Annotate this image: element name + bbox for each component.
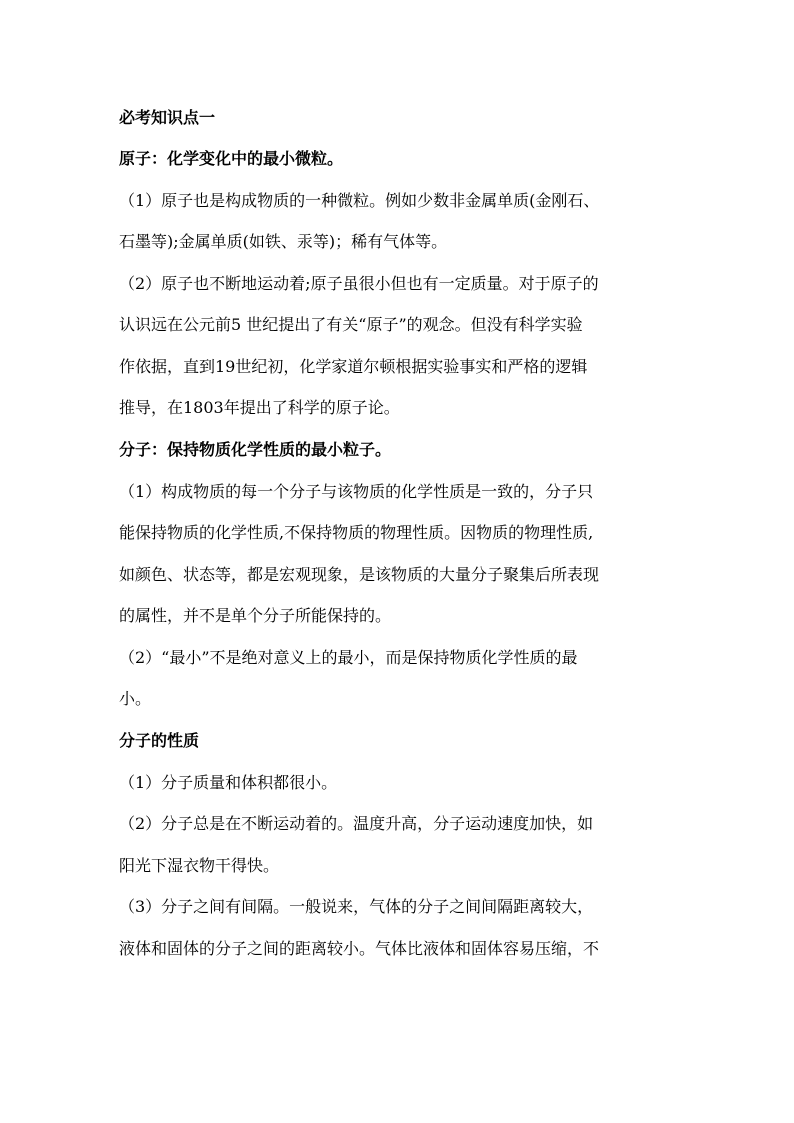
properties-heading: 分子的性质 [119,731,200,750]
atom-paragraph-1-line-2: 石墨等);金属单质(如铁、汞等)；稀有气体等。 [119,232,448,251]
atom-paragraph-1-line-1: （1）原子也是构成物质的一种微粒。例如少数非金属单质(金刚石、 [119,191,600,210]
molecule-paragraph-1-line-1: （1）构成物质的每一个分子与该物质的化学性质是一致的，分子只 [119,482,594,501]
molecule-paragraph-1-line-2: 能保持物质的化学性质,不保持物质的物理性质。因物质的物理性质, [119,523,594,542]
properties-paragraph-1-line-1: （1）分子质量和体积都很小。 [119,773,338,792]
atom-paragraph-2-line-3: 作依据，直到19世纪初，化学家道尔顿根据实验事实和严格的逻辑 [119,357,588,376]
molecule-paragraph-1-line-3: 如颜色、状态等，都是宏观现象，是该物质的大量分子聚集后所表现 [119,565,600,584]
properties-paragraph-3-line-1: （3）分子之间有间隔。一般说来，气体的分子之间间隔距离较大， [119,897,594,916]
atom-paragraph-2-line-2: 认识远在公元前5 世纪提出了有关“原子”的观念。但没有科学实验 [119,315,583,334]
properties-paragraph-2-line-1: （2）分子总是在不断运动着的。温度升高，分子运动速度加快，如 [119,814,594,833]
molecule-paragraph-2-line-2: 小。 [119,689,152,708]
atom-heading: 原子：化学变化中的最小微粒。 [119,149,344,168]
properties-paragraph-3-line-2: 液体和固体的分子之间的距离较小。气体比液体和固体容易压缩，不 [119,939,600,958]
atom-paragraph-2-line-1: （2）原子也不断地运动着;原子虽很小但也有一定质量。对于原子的 [119,274,599,293]
properties-paragraph-2-line-2: 阳光下湿衣物干得快。 [119,856,280,875]
molecule-paragraph-2-line-1: （2）“最小”不是绝对意义上的最小，而是保持物质化学性质的最 [119,648,578,667]
section-heading-knowledge-point: 必考知识点一 [119,108,216,127]
molecule-paragraph-1-line-4: 的属性，并不是单个分子所能保持的。 [119,606,392,625]
atom-paragraph-2-line-4: 推导，在1803年提出了科学的原子论。 [119,398,400,417]
molecule-heading: 分子：保持物质化学性质的最小粒子。 [119,440,392,459]
